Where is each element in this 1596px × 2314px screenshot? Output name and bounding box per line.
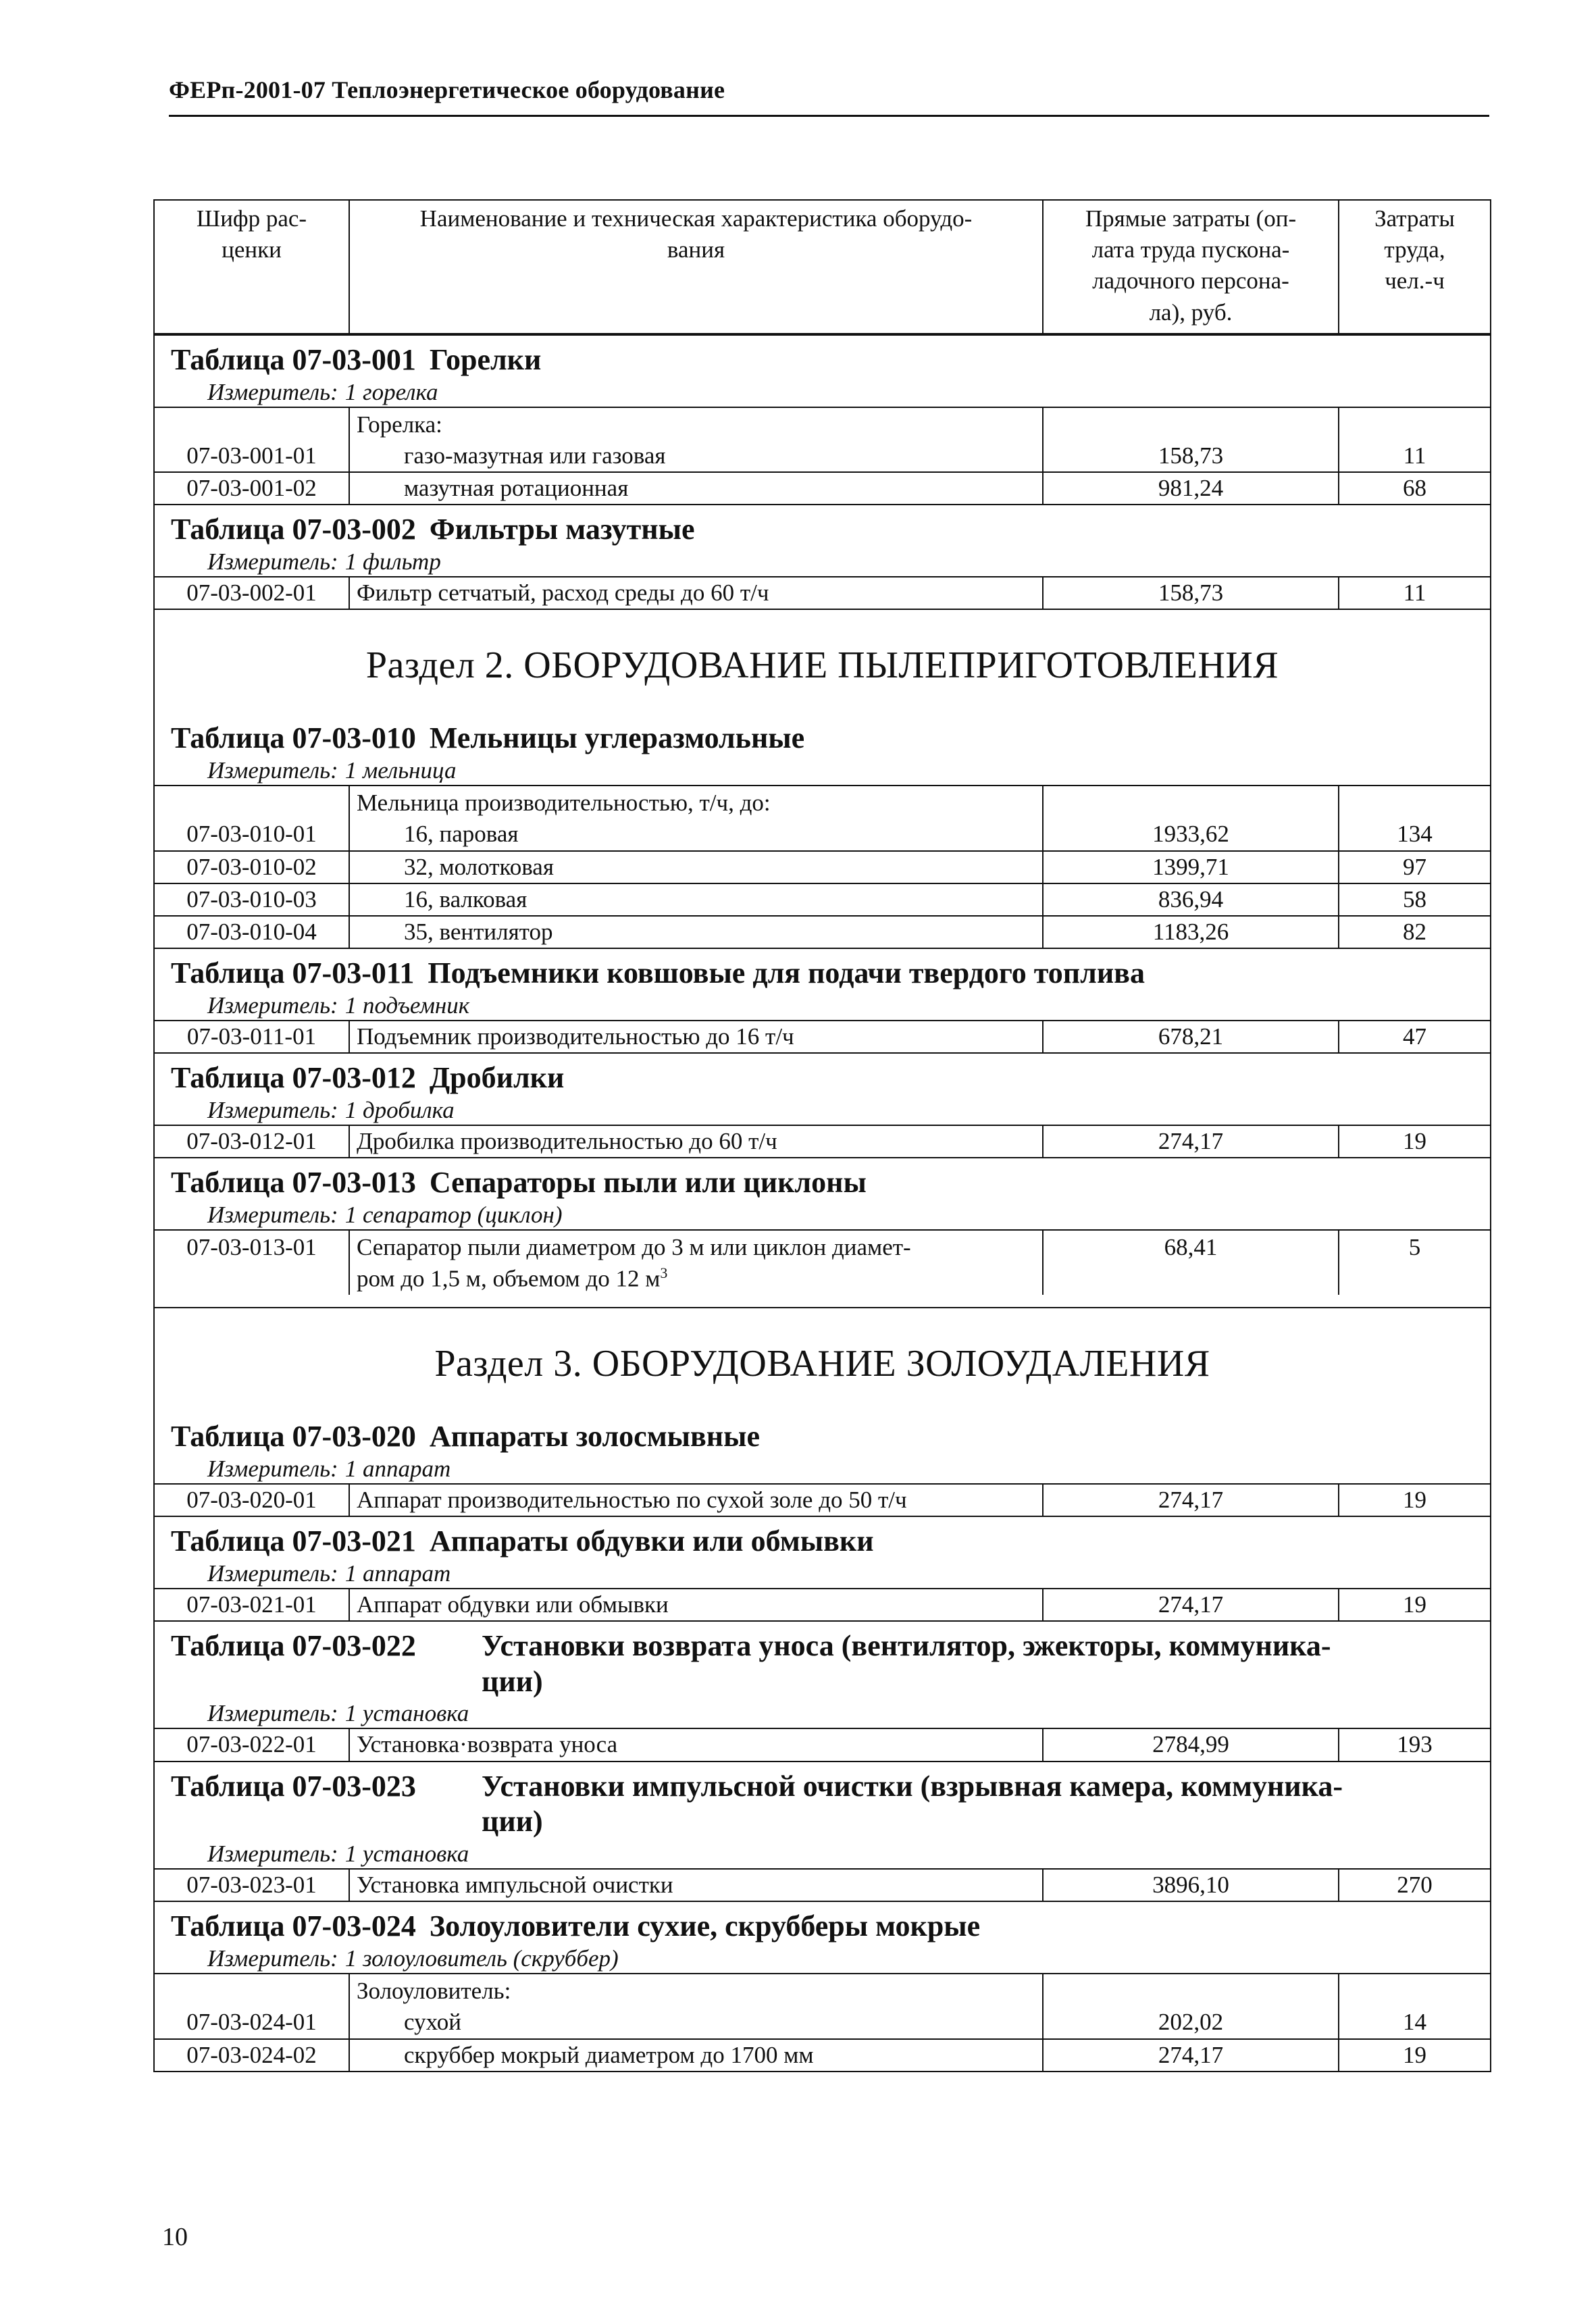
table-row bbox=[155, 1125, 1490, 1157]
row-price: 1399,71 bbox=[1044, 852, 1339, 883]
row-price: 274,17 bbox=[1044, 1589, 1339, 1620]
measure-unit: 1 золоуловитель (скруббер) bbox=[344, 1945, 619, 1972]
row-name bbox=[357, 1729, 617, 1760]
row-name-cell bbox=[350, 1870, 1044, 1901]
table-row bbox=[155, 407, 1490, 471]
row-code: 07-03-024-02 bbox=[155, 2040, 350, 2071]
measure-prefix: Измеритель: bbox=[207, 1201, 338, 1228]
row-labor: 193 bbox=[1397, 1731, 1433, 1758]
measure-unit: 1 дробилка bbox=[344, 1096, 455, 1123]
table-name: Установки импульсной очистки (взрывная камера, коммуника- ции) bbox=[482, 1769, 1343, 1839]
row-name-cell bbox=[350, 1126, 1044, 1157]
column-header-name: Наименование и техническая характеристика оборудо- вания bbox=[350, 201, 1044, 334]
table-name: Фильтры мазутные bbox=[429, 513, 695, 546]
page-number: 10 bbox=[162, 2223, 188, 2251]
section-title: Раздел 2. ОБОРУДОВАНИЕ ПЫЛЕПРИГОТОВЛЕНИЯ bbox=[155, 609, 1490, 714]
row-price: 981,24 bbox=[1044, 473, 1339, 504]
table-row bbox=[155, 1588, 1490, 1620]
table-title-block bbox=[155, 1412, 1490, 1455]
row-name-cell bbox=[350, 577, 1044, 609]
row-name bbox=[357, 577, 769, 609]
row-price: 678,21 bbox=[1044, 1021, 1339, 1052]
row-group-label: Горелка: bbox=[357, 411, 442, 438]
table-title-block bbox=[155, 1516, 1490, 1560]
row-name bbox=[357, 819, 518, 850]
row-group-label: Золоуловитель: bbox=[357, 1978, 511, 2005]
row-labor: 82 bbox=[1403, 918, 1426, 945]
table-row bbox=[155, 1229, 1490, 1307]
row-labor: 5 bbox=[1408, 1233, 1421, 1260]
row-name-cell bbox=[350, 1589, 1044, 1620]
row-code: 07-03-010-03 bbox=[155, 884, 350, 915]
table-number: Таблица 07-03-021 bbox=[171, 1524, 416, 1558]
measure-unit: 1 установка bbox=[344, 1841, 469, 1868]
row-name-cell bbox=[350, 1974, 1044, 2038]
measure-prefix: Измеритель: bbox=[207, 1945, 338, 1972]
row-price: 68,41 bbox=[1044, 1231, 1339, 1295]
table-row bbox=[155, 1728, 1490, 1760]
row-name-text: сухой bbox=[404, 2009, 461, 2036]
table-number: Таблица 07-03-011 bbox=[171, 956, 415, 990]
document-header-title: ФЕРп-2001-07 Теплоэнергетическое оборудование bbox=[169, 76, 725, 103]
row-name-text: 16, валковая bbox=[404, 885, 527, 912]
row-code: 07-03-022-01 bbox=[155, 1729, 350, 1760]
measure-prefix: Измеритель: bbox=[207, 378, 338, 405]
row-name-cell bbox=[350, 884, 1044, 915]
row-name bbox=[357, 1021, 794, 1052]
table-title-block bbox=[155, 1157, 1490, 1201]
table-row bbox=[155, 1020, 1490, 1052]
row-name-text: Установка·возврата уноса bbox=[357, 1731, 618, 1758]
table-number: Таблица 07-03-013 bbox=[171, 1166, 416, 1200]
table-row bbox=[155, 2038, 1490, 2071]
row-labor: 68 bbox=[1403, 475, 1426, 502]
measure-prefix: Измеритель: bbox=[207, 1455, 338, 1482]
row-name-text: скруббер мокрый диаметром до 1700 мм bbox=[404, 2041, 814, 2068]
table-name: Сепараторы пыли или циклоны bbox=[429, 1166, 867, 1200]
row-price: 836,94 bbox=[1044, 884, 1339, 915]
row-name bbox=[357, 884, 527, 915]
measure-prefix: Измеритель: bbox=[207, 548, 338, 575]
row-name-superscript: 3 bbox=[660, 1264, 668, 1282]
measure-prefix: Измеритель: bbox=[207, 757, 338, 784]
table-number: Таблица 07-03-022 bbox=[171, 1628, 416, 1662]
measure-unit: 1 горелка bbox=[344, 378, 438, 405]
row-name bbox=[357, 1126, 777, 1157]
row-labor: 134 bbox=[1397, 821, 1433, 848]
row-code: 07-03-021-01 bbox=[155, 1589, 350, 1620]
table-number: Таблица 07-03-023 bbox=[171, 1769, 416, 1803]
table-row bbox=[155, 471, 1490, 504]
row-labor: 58 bbox=[1403, 885, 1426, 912]
measure-unit: 1 фильтр bbox=[344, 548, 441, 575]
table-title-block bbox=[155, 1052, 1490, 1096]
table-title-block bbox=[155, 1901, 1490, 1945]
table-number: Таблица 07-03-001 bbox=[171, 343, 416, 376]
measure-unit: 1 подъемник bbox=[344, 992, 470, 1019]
row-name-cell bbox=[350, 1231, 1044, 1295]
row-price: 274,17 bbox=[1044, 1126, 1339, 1157]
table-name: Дробилки bbox=[429, 1061, 565, 1095]
row-labor: 19 bbox=[1403, 2041, 1426, 2068]
row-name-text: Подъемник производительностью до 16 т/ч bbox=[357, 1023, 794, 1050]
row-name-text: 35, вентилятор bbox=[404, 918, 553, 945]
row-name-cell bbox=[350, 2040, 1044, 2071]
row-code: 07-03-010-04 bbox=[155, 917, 350, 948]
row-name bbox=[357, 2040, 814, 2071]
row-name-cell bbox=[350, 473, 1044, 504]
table-measure bbox=[155, 1201, 1490, 1229]
table-row bbox=[155, 915, 1490, 948]
table-number: Таблица 07-03-012 bbox=[171, 1061, 416, 1095]
row-code: 07-03-012-01 bbox=[155, 1126, 350, 1157]
table-measure bbox=[155, 1560, 1490, 1588]
row-name-cell bbox=[350, 786, 1044, 850]
row-price: 158,73 bbox=[1044, 577, 1339, 609]
row-name-text: Аппарат производительностью по сухой золе до 50 т/ч bbox=[357, 1486, 907, 1513]
row-labor: 11 bbox=[1403, 442, 1426, 469]
column-header-code: Шифр рас- ценки bbox=[155, 201, 350, 334]
row-name-cell bbox=[350, 1021, 1044, 1052]
table-name: Горелки bbox=[429, 343, 542, 376]
row-name-cell bbox=[350, 917, 1044, 948]
table-title-block bbox=[155, 714, 1490, 756]
row-code: 07-03-024-01 bbox=[155, 1974, 350, 2038]
row-name-text: Фильтр сетчатый, расход среды до 60 т/ч bbox=[357, 580, 769, 607]
table-number: Таблица 07-03-010 bbox=[171, 721, 416, 755]
table-row bbox=[155, 1483, 1490, 1516]
table-number: Таблица 07-03-002 bbox=[171, 513, 416, 546]
table-header-row bbox=[155, 201, 1490, 334]
table-row bbox=[155, 1973, 1490, 2038]
table-title-block bbox=[155, 948, 1490, 992]
table-name: Мельницы углеразмольные bbox=[429, 721, 805, 755]
row-code: 07-03-013-01 bbox=[155, 1231, 350, 1295]
tables-body bbox=[155, 334, 1490, 2071]
row-price: 158,73 bbox=[1044, 408, 1339, 471]
row-name-text: 16, паровая bbox=[404, 821, 519, 848]
row-name bbox=[357, 2007, 461, 2038]
table-measure bbox=[155, 1699, 1490, 1728]
table-measure bbox=[155, 992, 1490, 1020]
row-code: 07-03-001-01 bbox=[155, 408, 350, 471]
table-row bbox=[155, 1868, 1490, 1901]
rates-table bbox=[153, 199, 1491, 2072]
table-name: Золоуловители сухие, скрубберы мокрые bbox=[429, 1909, 981, 1943]
measure-prefix: Измеритель: bbox=[207, 1560, 338, 1587]
row-name-text: газо-мазутная или газовая bbox=[404, 442, 666, 469]
row-name-text: Установка импульсной очистки bbox=[357, 1872, 673, 1899]
row-code: 07-03-020-01 bbox=[155, 1485, 350, 1516]
row-code: 07-03-023-01 bbox=[155, 1870, 350, 1901]
row-price: 1933,62 bbox=[1044, 786, 1339, 850]
table-measure bbox=[155, 1840, 1490, 1868]
table-row bbox=[155, 850, 1490, 883]
row-labor: 270 bbox=[1397, 1872, 1433, 1899]
row-name-cell bbox=[350, 408, 1044, 471]
row-group-label: Мельница производительностью, т/ч, до: bbox=[357, 790, 771, 817]
measure-prefix: Измеритель: bbox=[207, 1841, 338, 1868]
row-code: 07-03-001-02 bbox=[155, 473, 350, 504]
row-name bbox=[357, 473, 628, 504]
row-labor: 19 bbox=[1403, 1486, 1426, 1513]
row-labor: 97 bbox=[1403, 853, 1426, 880]
measure-unit: 1 аппарат bbox=[344, 1455, 451, 1482]
table-title-block bbox=[155, 504, 1490, 548]
row-name bbox=[357, 440, 666, 471]
measure-unit: 1 установка bbox=[344, 1700, 469, 1727]
row-labor: 14 bbox=[1403, 2009, 1426, 2036]
row-name bbox=[357, 1870, 673, 1901]
row-name-text: Дробилка производительностью до 60 т/ч bbox=[357, 1127, 777, 1154]
table-number: Таблица 07-03-020 bbox=[171, 1419, 416, 1453]
row-price: 274,17 bbox=[1044, 1485, 1339, 1516]
row-name-text: Аппарат обдувки или обмывки bbox=[357, 1591, 669, 1618]
table-title-block bbox=[155, 1620, 1490, 1700]
row-labor: 19 bbox=[1403, 1591, 1426, 1618]
row-code: 07-03-011-01 bbox=[155, 1021, 350, 1052]
row-name bbox=[357, 1232, 911, 1295]
table-name: Подъемники ковшовые для подачи твердого топлива bbox=[428, 956, 1145, 990]
section-title: Раздел 3. ОБОРУДОВАНИЕ ЗОЛОУДАЛЕНИЯ bbox=[155, 1307, 1490, 1412]
row-price: 274,17 bbox=[1044, 2040, 1339, 2071]
row-name bbox=[357, 1589, 669, 1620]
row-price: 2784,99 bbox=[1044, 1729, 1339, 1760]
table-number: Таблица 07-03-024 bbox=[171, 1909, 416, 1943]
table-row bbox=[155, 883, 1490, 915]
measure-prefix: Измеритель: bbox=[207, 1096, 338, 1123]
column-header-price: Прямые затраты (оп- лата труда пускона- ладочного персона- ла), руб. bbox=[1044, 201, 1339, 334]
table-title-block bbox=[155, 334, 1490, 378]
table-row bbox=[155, 785, 1490, 850]
row-price: 202,02 bbox=[1044, 1974, 1339, 2038]
table-row bbox=[155, 576, 1490, 609]
table-measure bbox=[155, 1096, 1490, 1125]
measure-unit: 1 мельница bbox=[344, 757, 457, 784]
header-divider bbox=[169, 115, 1489, 117]
row-price: 3896,10 bbox=[1044, 1870, 1339, 1901]
table-measure bbox=[155, 378, 1490, 407]
measure-unit: 1 сепаратор (циклон) bbox=[344, 1201, 563, 1228]
table-title-block bbox=[155, 1761, 1490, 1841]
row-price: 1183,26 bbox=[1044, 917, 1339, 948]
row-name-text: Сепаратор пыли диаметром до 3 м или циклон диамет- ром до 1,5 м, объемом до 12 м bbox=[357, 1233, 911, 1292]
table-name: Аппараты золосмывные bbox=[429, 1419, 761, 1453]
row-name-text: 32, молотковая bbox=[404, 853, 554, 880]
row-name bbox=[357, 852, 554, 883]
measure-prefix: Измеритель: bbox=[207, 1700, 338, 1727]
row-name bbox=[357, 917, 553, 948]
measure-unit: 1 аппарат bbox=[344, 1560, 451, 1587]
table-measure bbox=[155, 1945, 1490, 1973]
row-labor: 47 bbox=[1403, 1023, 1426, 1050]
table-name: Аппараты обдувки или обмывки bbox=[429, 1524, 874, 1558]
table-name: Установки возврата уноса (вентилятор, эжекторы, коммуника- ции) bbox=[482, 1628, 1331, 1698]
row-name-text: мазутная ротационная bbox=[404, 475, 629, 502]
measure-prefix: Измеритель: bbox=[207, 992, 338, 1019]
table-measure bbox=[155, 1455, 1490, 1483]
row-labor: 19 bbox=[1403, 1127, 1426, 1154]
row-name-cell bbox=[350, 1485, 1044, 1516]
row-name-cell bbox=[350, 1729, 1044, 1760]
table-measure bbox=[155, 548, 1490, 576]
row-labor: 11 bbox=[1403, 580, 1426, 607]
row-name-cell bbox=[350, 852, 1044, 883]
row-code: 07-03-010-01 bbox=[155, 786, 350, 850]
table-measure bbox=[155, 756, 1490, 785]
row-code: 07-03-010-02 bbox=[155, 852, 350, 883]
row-name bbox=[357, 1485, 907, 1516]
column-header-labor: Затраты труда, чел.-ч bbox=[1339, 201, 1490, 334]
row-code: 07-03-002-01 bbox=[155, 577, 350, 609]
